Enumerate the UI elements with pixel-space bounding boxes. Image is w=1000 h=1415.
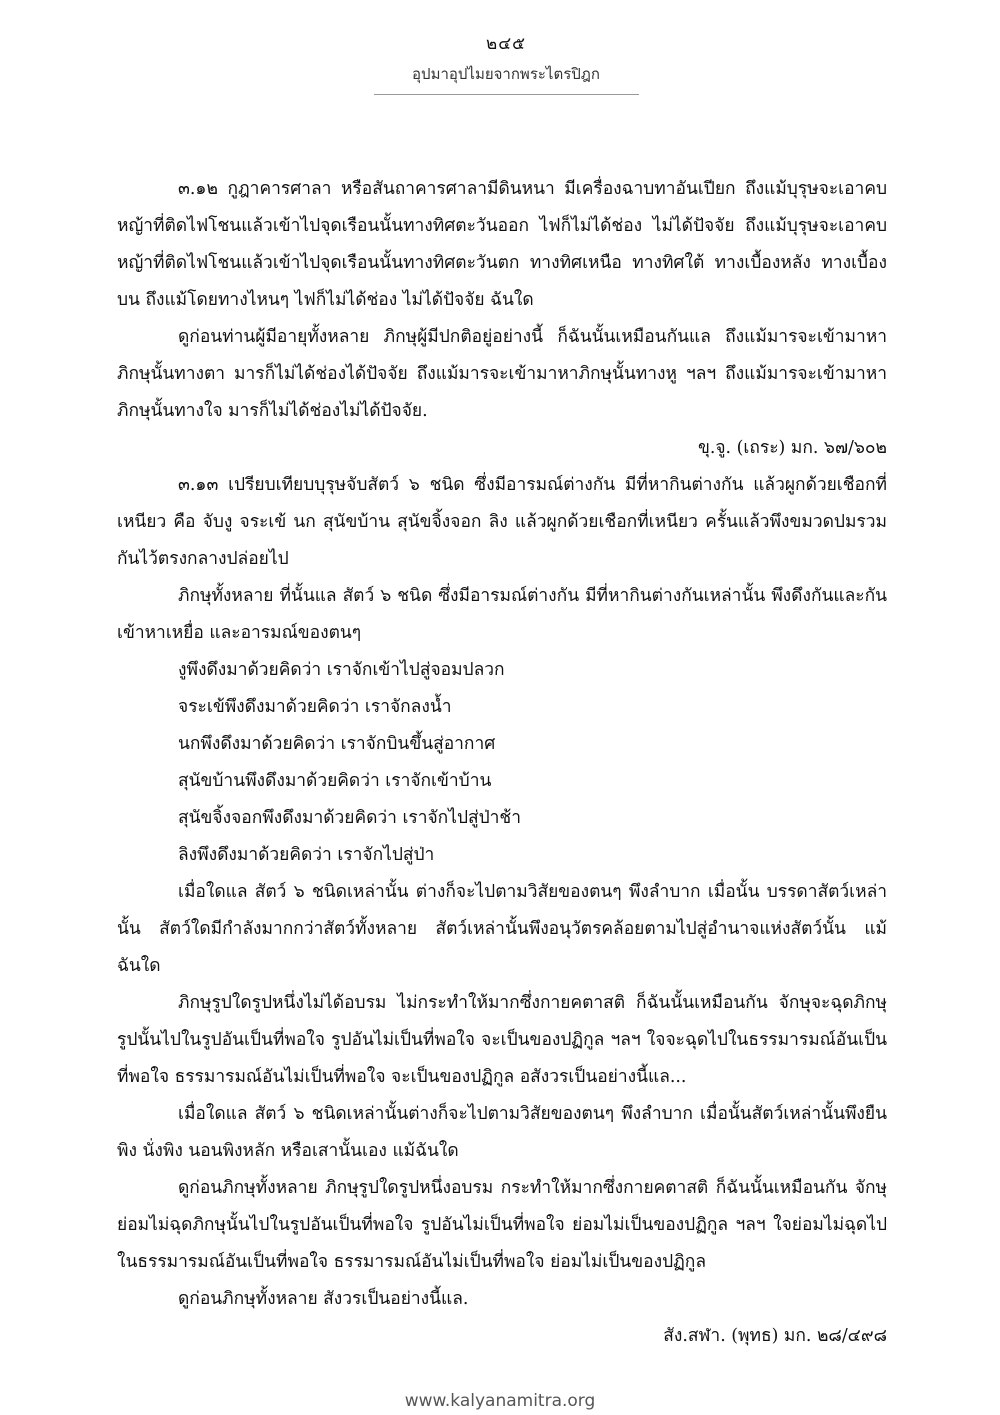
list-item-monkey: ลิงพึงดึงมาด้วยคิดว่า เราจักไปสู่ป่า bbox=[178, 845, 435, 865]
paragraph-animals-tired: เมื่อใดแล สัตว์ ๖ ชนิดเหล่านั้นต่างก็จะไปตามวิสัยของตนๆ พึงลำบาก เมื่อนั้นสัตว์เหล่านั้นพึงยืนพิง นั่งพิง นอนพิงหลัก หรือเสานั้นเอง แม้ฉันใด bbox=[117, 1104, 887, 1161]
paragraph-animals-pull: เมื่อใดแล สัตว์ ๖ ชนิดเหล่านั้น ต่างก็จะไปตามวิสัยของตนๆ พึงลำบาก เมื่อนั้น บรรดาสัตว์เหล่านั้น สัตว์ใดมีกำลังมากกว่าสัตว์ทั้งหลาย สัตว์เหล่านั้นพึงอนุวัตรคล้อยตามไปสู่อำนาจแห่งสัตว์นั้น แม้ฉันใด bbox=[117, 882, 887, 976]
paragraph-six-animals: ภิกษุทั้งหลาย ที่นั้นแล สัตว์ ๖ ชนิด ซึ่งมีอารมณ์ต่างกัน มีที่หากินต่างกันเหล่านั้น พึงดึงกันและกันเข้าหาเหยื่อ และอารมณ์ของตนๆ bbox=[117, 586, 887, 643]
paragraph-untrained-monk: ภิกษุรูปใดรูปหนึ่งไม่ได้อบรม ไม่กระทำให้มากซึ่งกายคตาสติ ก็ฉันนั้นเหมือนกัน จักษุจะฉุดภิกษุรูปนั้นไปในรูปอันเป็นที่พอใจ รูปอันไม่เป็นที่พอใจ จะเป็นของปฏิกูล ฯลฯ ใจจะฉุดไปในธรรมารมณ์อันเป็นที่พอใจ ธรรมารมณ์อันไม่เป็นที่พอใจ จะเป็นของปฏิกูล อสังวรเป็นอย่างนี้แล... bbox=[117, 993, 887, 1087]
paragraph-restraint: ดูก่อนภิกษุทั้งหลาย สังวรเป็นอย่างนี้แล. bbox=[178, 1289, 469, 1309]
paragraph-3-13: ๓.๑๓ เปรียบเทียบบุรุษจับสัตว์ ๖ ชนิด ซึ่งมีอารมณ์ต่างกัน มีที่หากินต่างกัน แล้วผูกด้วยเชือกที่เหนียว คือ จับงู จระเข้ นก สุนัขบ้าน สุนัขจิ้งจอก ลิง แล้วผูกด้วยเชือกที่เหนียว ครั้นแล้วพึงขมวดปมรวมกันไว้ตรงกลางปล่อยไป bbox=[117, 475, 887, 569]
list-item-jackal: สุนัขจิ้งจอกพึงดึงมาด้วยคิดว่า เราจักไปสู่ป่าช้า bbox=[178, 808, 521, 828]
citation-reference: ขุ.จู. (เถระ) มก. ๖๗/๖๐๒ bbox=[697, 438, 887, 458]
list-item-bird: นกพึงดึงมาด้วยคิดว่า เราจักบินขึ้นสู่อากาศ bbox=[178, 734, 496, 754]
list-item-dog: สุนัขบ้านพึงดึงมาด้วยคิดว่า เราจักเข้าบ้าน bbox=[178, 771, 492, 791]
paragraph-3-12: ๓.๑๒ กูฎาคารศาลา หรือสันถาคารศาลามีดินหนา มีเครื่องฉาบทาอันเปียก ถึงแม้บุรุษจะเอาคบหญ้าที่ติดไฟโชนแล้วเข้าไปจุดเรือนนั้นทางทิศตะวันออก ไฟก็ไม่ได้ช่อง ไม่ได้ปัจจัย ถึงแม้บุรุษจะเอาคบหญ้าที่ติดไฟโชนแล้วเข้าไปจุดเรือนนั้นทางทิศตะวันตก ทางทิศเหนือ ทางทิศใต้ ทางเบื้องหลัง ทางเบื้องบน ถึงแม้โดยทางไหนๆ ไฟก็ไม่ได้ช่อง ไม่ได้ปัจจัย ฉันใด bbox=[117, 179, 887, 310]
page-body bbox=[117, 171, 887, 1355]
list-item-crocodile: จระเข้พึงดึงมาด้วยคิดว่า เราจักลงน้ำ bbox=[178, 697, 452, 717]
book-title: อุปมาอุปไมยจากพระไตรปิฎก bbox=[412, 65, 600, 83]
paragraph-trained-monk: ดูก่อนภิกษุทั้งหลาย ภิกษุรูปใดรูปหนึ่งอบรม กระทำให้มากซึ่งกายคตาสติ ก็ฉันนั้นเหมือนกัน จักษุย่อมไม่ฉุดภิกษุนั้นไปในรูปอันเป็นที่พอใจ รูปอันไม่เป็นที่พอใจ ย่อมไม่เป็นของปฏิกูล ฯลฯ ใจย่อมไม่ฉุดไปในธรรมารมณ์อันเป็นที่พอใจ ธรรมารมณ์อันไม่เป็นที่พอใจ ย่อมไม่เป็นของปฏิกูล bbox=[117, 1178, 887, 1272]
footer-website: www.kalyanamitra.org bbox=[404, 1391, 596, 1411]
header-divider bbox=[374, 94, 639, 95]
page-number: ๒๔๕ bbox=[486, 34, 526, 54]
paragraph-mara-analogy: ดูก่อนท่านผู้มีอายุทั้งหลาย ภิกษุผู้มีปกติอยู่อย่างนี้ ก็ฉันนั้นเหมือนกันแล ถึงแม้มารจะเข้ามาหาภิกษุนั้นทางตา มารก็ไม่ได้ช่องได้ปัจจัย ถึงแม้มารจะเข้ามาหาภิกษุนั้นทางหู ฯลฯ ถึงแม้มารจะเข้ามาหาภิกษุนั้นทางใจ มารก็ไม่ได้ช่องไม่ได้ปัจจัย. bbox=[117, 327, 887, 421]
list-item-snake: งูพึงดึงมาด้วยคิดว่า เราจักเข้าไปสู่จอมปลวก bbox=[178, 660, 505, 680]
citation-reference: สัง.สฬา. (พุทธ) มก. ๒๘/๔๙๘ bbox=[663, 1326, 887, 1346]
